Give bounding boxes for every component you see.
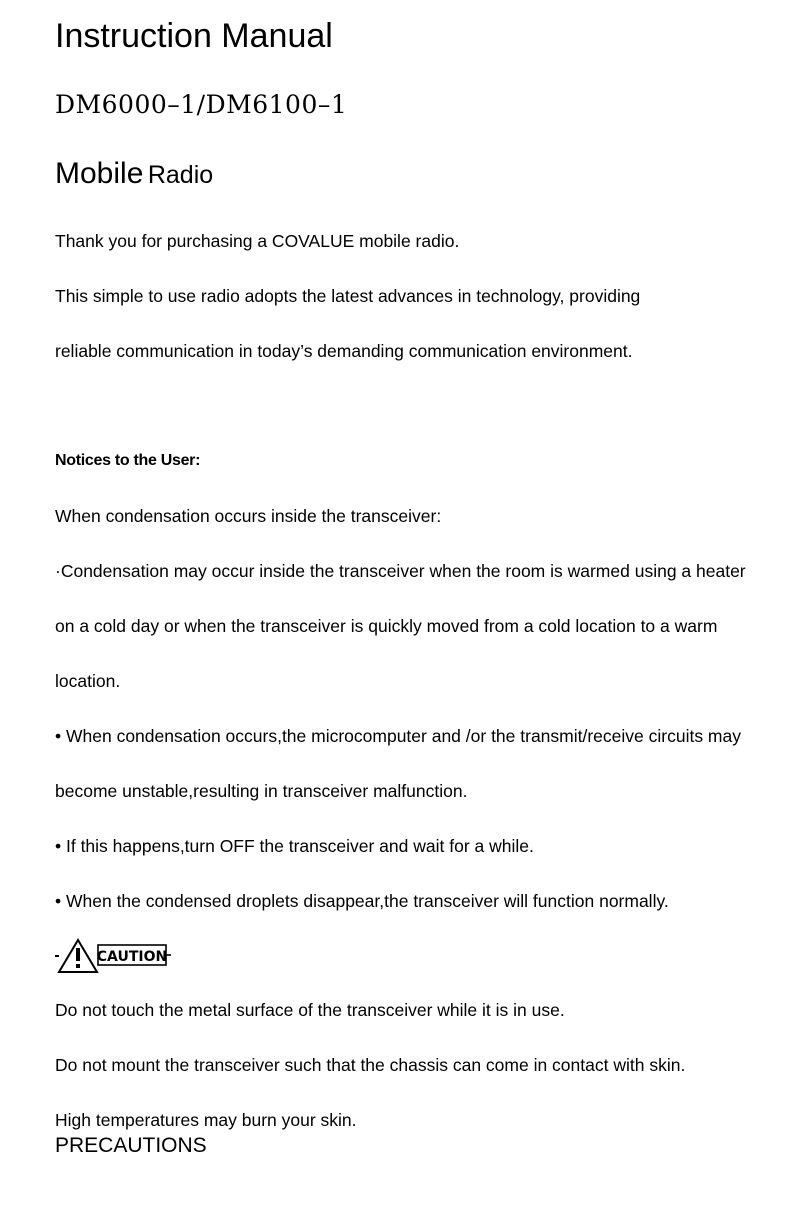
notice-line: When condensation occurs inside the transceiver: — [55, 506, 442, 526]
caution-badge — [54, 938, 172, 974]
notice-line: • When condensation occurs,the microcomputer and /or the transmit/receive circuits may — [55, 726, 741, 746]
warning-triangle-icon — [54, 938, 172, 974]
intro-line-1: Thank you for purchasing a COVALUE mobile radio. — [55, 231, 460, 251]
notice-line: • When the condensed droplets disappear,the transceiver will function normally. — [55, 891, 669, 911]
notice-line: location. — [55, 671, 121, 691]
notice-line: ·Condensation may occur inside the transceiver when the room is warmed using a heater — [55, 561, 746, 581]
precautions-heading: PRECAUTIONS — [55, 1134, 207, 1157]
caution-label: CAUTION — [96, 949, 168, 965]
product-name-word-1: Mobile — [55, 157, 144, 190]
caution-line: High temperatures may burn your skin. — [55, 1110, 357, 1130]
product-name-word-2: Radio — [147, 161, 214, 189]
model-number: DM6000–1∕DM6100–1 — [55, 90, 348, 119]
intro-line-2: This simple to use radio adopts the latest advances in technology, providing — [55, 286, 641, 306]
notice-line: on a cold day or when the transceiver is quickly moved from a cold location to a warm — [55, 616, 718, 636]
notices-heading: Notices to the User: — [55, 452, 201, 469]
intro-line-3: reliable communication in today’s demanding communication environment. — [55, 341, 633, 361]
notice-line: • If this happens,turn OFF the transceiver and wait for a while. — [55, 836, 534, 856]
caution-line: Do not mount the transceiver such that the chassis can come in contact with skin. — [55, 1055, 686, 1075]
caution-line: Do not touch the metal surface of the transceiver while it is in use. — [55, 1000, 565, 1020]
product-name — [55, 154, 213, 199]
notice-line: become unstable,resulting in transceiver malfunction. — [55, 781, 468, 801]
page-title: Instruction Manual — [55, 17, 333, 55]
